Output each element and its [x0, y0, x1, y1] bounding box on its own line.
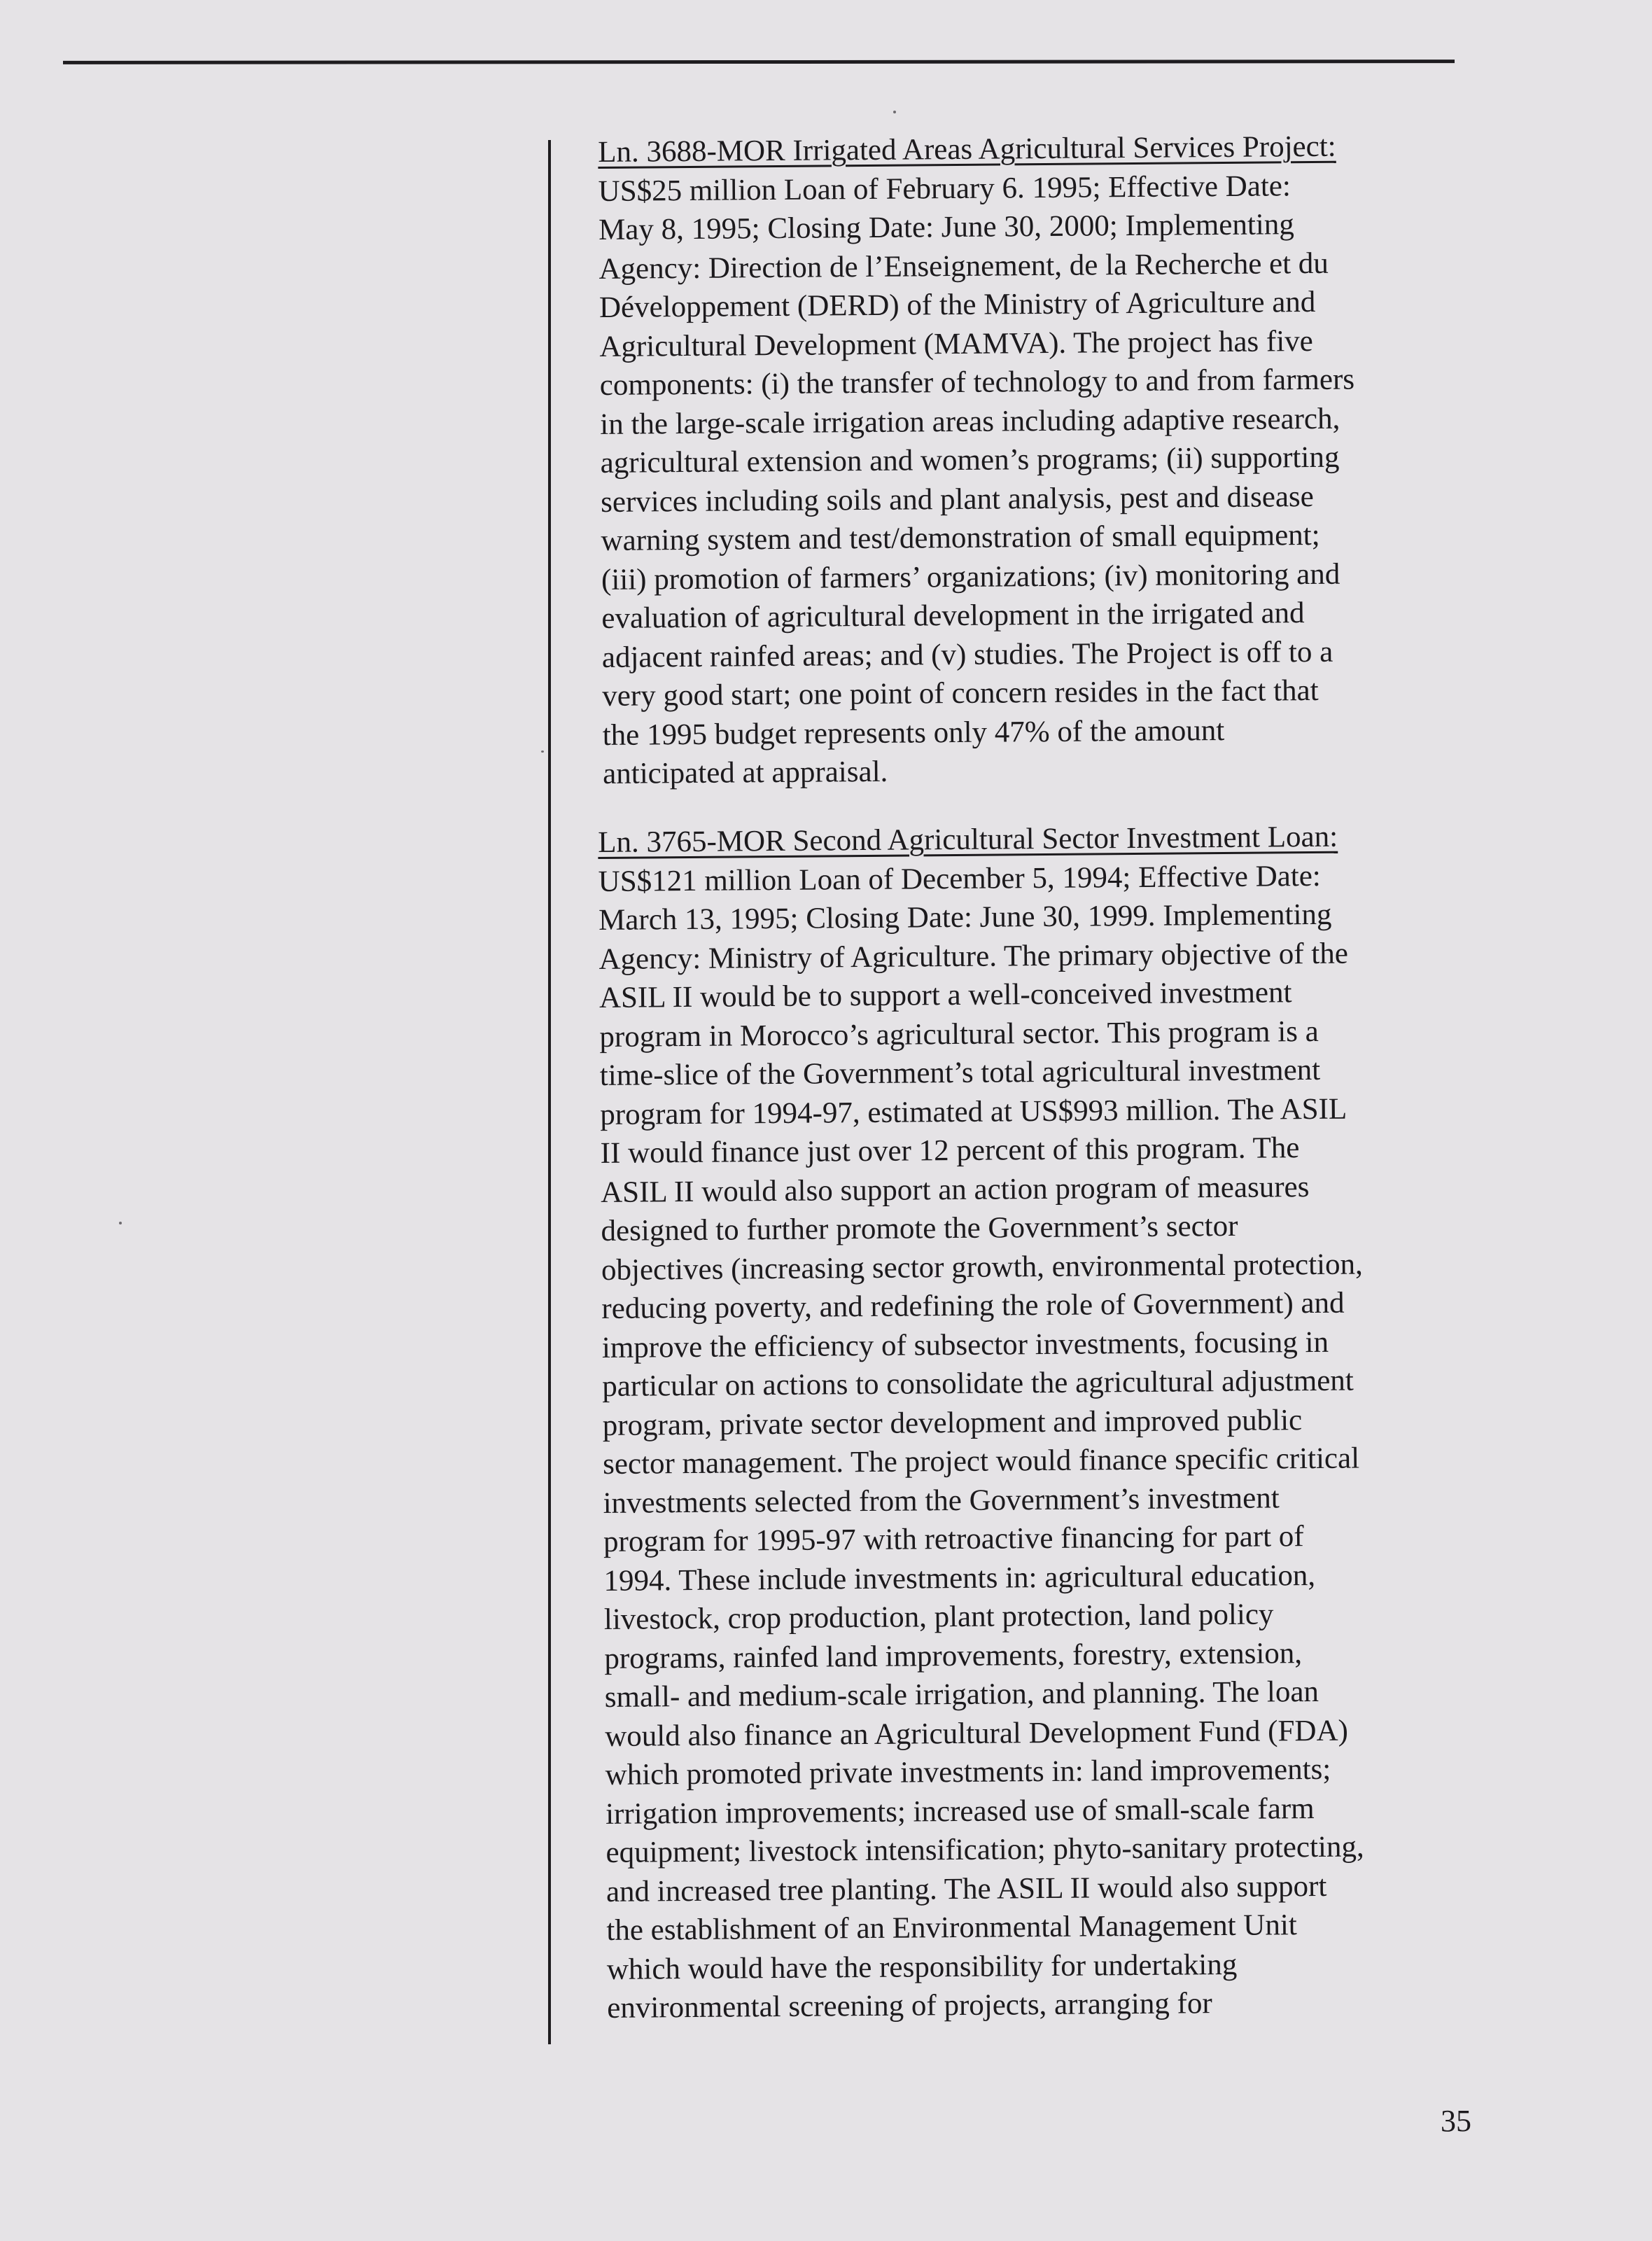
margin-bar	[548, 140, 551, 2044]
body-line: adjacent rainfed areas; and (v) studies. The Project is off to a	[601, 635, 1334, 674]
scan-speck	[893, 111, 896, 113]
body-line: II would finance just over 12 percent of this program. The	[600, 1131, 1300, 1170]
body-line: designed to further promote the Government’s sector	[601, 1209, 1238, 1248]
loan-entry-irrigated-areas	[598, 126, 1464, 793]
body-line: the 1995 budget represents only 47% of the amount	[602, 713, 1225, 752]
body-line: ASIL II would be to support a well-conceived investment	[598, 975, 1292, 1014]
body-line: very good start; one point of concern resides in the fact that	[602, 673, 1319, 713]
loan-title: Ln. 3765-MOR Second Agricultural Sector Investment Loan:	[598, 820, 1338, 859]
body-line: would also finance an Agricultural Development Fund (FDA)	[605, 1713, 1349, 1752]
loan-entry-second-asil	[598, 816, 1468, 2027]
body-line: agricultural extension and women’s programs; (ii) supporting	[600, 440, 1340, 480]
body-line: program for 1995-97 with retroactive financing for part of	[603, 1519, 1304, 1558]
body-line: March 13, 1995; Closing Date: June 30, 1999. Implementing	[598, 898, 1332, 937]
body-line: 1994. These include investments in: agricultural education,	[603, 1558, 1316, 1597]
body-line: which promoted private investments in: land improvements;	[605, 1752, 1331, 1792]
body-line: Agency: Ministry of Agriculture. The primary objective of the	[598, 936, 1349, 975]
body-line: anticipated at appraisal.	[603, 755, 888, 790]
document-body	[598, 130, 1459, 2027]
body-line: warning system and test/demonstration of small equipment;	[601, 518, 1320, 557]
body-line: reducing poverty, and redefining the role of Government) and	[601, 1286, 1345, 1325]
body-line: irrigation improvements; increased use of small-scale farm	[605, 1792, 1315, 1830]
body-line: equipment; livestock intensification; phyto-sanitary protecting,	[606, 1829, 1364, 1869]
page-number: 35	[1441, 2104, 1471, 2138]
scan-speck	[119, 1222, 122, 1224]
body-line: components: (i) the transfer of technology to and from farmers	[599, 363, 1355, 402]
body-line: improve the efficiency of subsector investments, focusing in	[601, 1325, 1329, 1364]
body-line: livestock, crop production, plant protection, land policy	[603, 1597, 1274, 1636]
body-line: and increased tree planting. The ASIL II would also support	[606, 1869, 1327, 1908]
body-line: which would have the responsibility for undertaking	[606, 1947, 1238, 1985]
body-line: Agency: Direction de l’Enseignement, de la Recherche et du	[598, 246, 1329, 286]
body-line: evaluation of agricultural development in the irrigated and	[601, 596, 1305, 635]
body-line: environmental screening of projects, arranging for	[607, 1986, 1212, 2025]
body-line: particular on actions to consolidate the agricultural adjustment	[602, 1364, 1354, 1403]
header-rule	[63, 60, 1455, 64]
body-line: sector management. The project would finance specific critical	[603, 1441, 1360, 1481]
body-line: services including soils and plant analysis, pest and disease	[600, 480, 1314, 519]
body-line: Développement (DERD) of the Ministry of Agriculture and	[598, 285, 1316, 324]
body-line: (iii) promotion of farmers’ organizations; (iv) monitoring and	[601, 557, 1340, 596]
body-line: programs, rainfed land improvements, forestry, extension,	[604, 1636, 1303, 1675]
loan-title: Ln. 3688-MOR Irrigated Areas Agricultural Services Project:	[598, 130, 1336, 169]
body-line: US$121 million Loan of December 5, 1994; Effective Date:	[598, 858, 1321, 898]
body-line: small- and medium-scale irrigation, and planning. The loan	[604, 1675, 1320, 1714]
body-line: ASIL II would also support an action program of measures	[600, 1170, 1310, 1208]
body-line: the establishment of an Environmental Management Unit	[606, 1908, 1297, 1947]
body-line: Agricultural Development (MAMVA). The project has five	[599, 324, 1313, 363]
body-line: in the large-scale irrigation areas including adaptive research,	[600, 402, 1340, 441]
body-line: program in Morocco’s agricultural sector. This program is a	[599, 1014, 1319, 1053]
body-line: objectives (increasing sector growth, environmental protection,	[601, 1247, 1363, 1286]
body-line: May 8, 1995; Closing Date: June 30, 2000; Implementing	[598, 208, 1294, 246]
body-line: investments selected from the Government’s investment	[603, 1481, 1280, 1519]
body-line: time-slice of the Government’s total agricultural investment	[599, 1053, 1321, 1092]
body-line: program, private sector development and improved public	[602, 1403, 1303, 1441]
scan-speck	[541, 751, 544, 753]
body-line: US$25 million Loan of February 6. 1995; Effective Date:	[598, 169, 1292, 208]
body-line: program for 1994-97, estimated at US$993 million. The ASIL	[600, 1091, 1348, 1131]
